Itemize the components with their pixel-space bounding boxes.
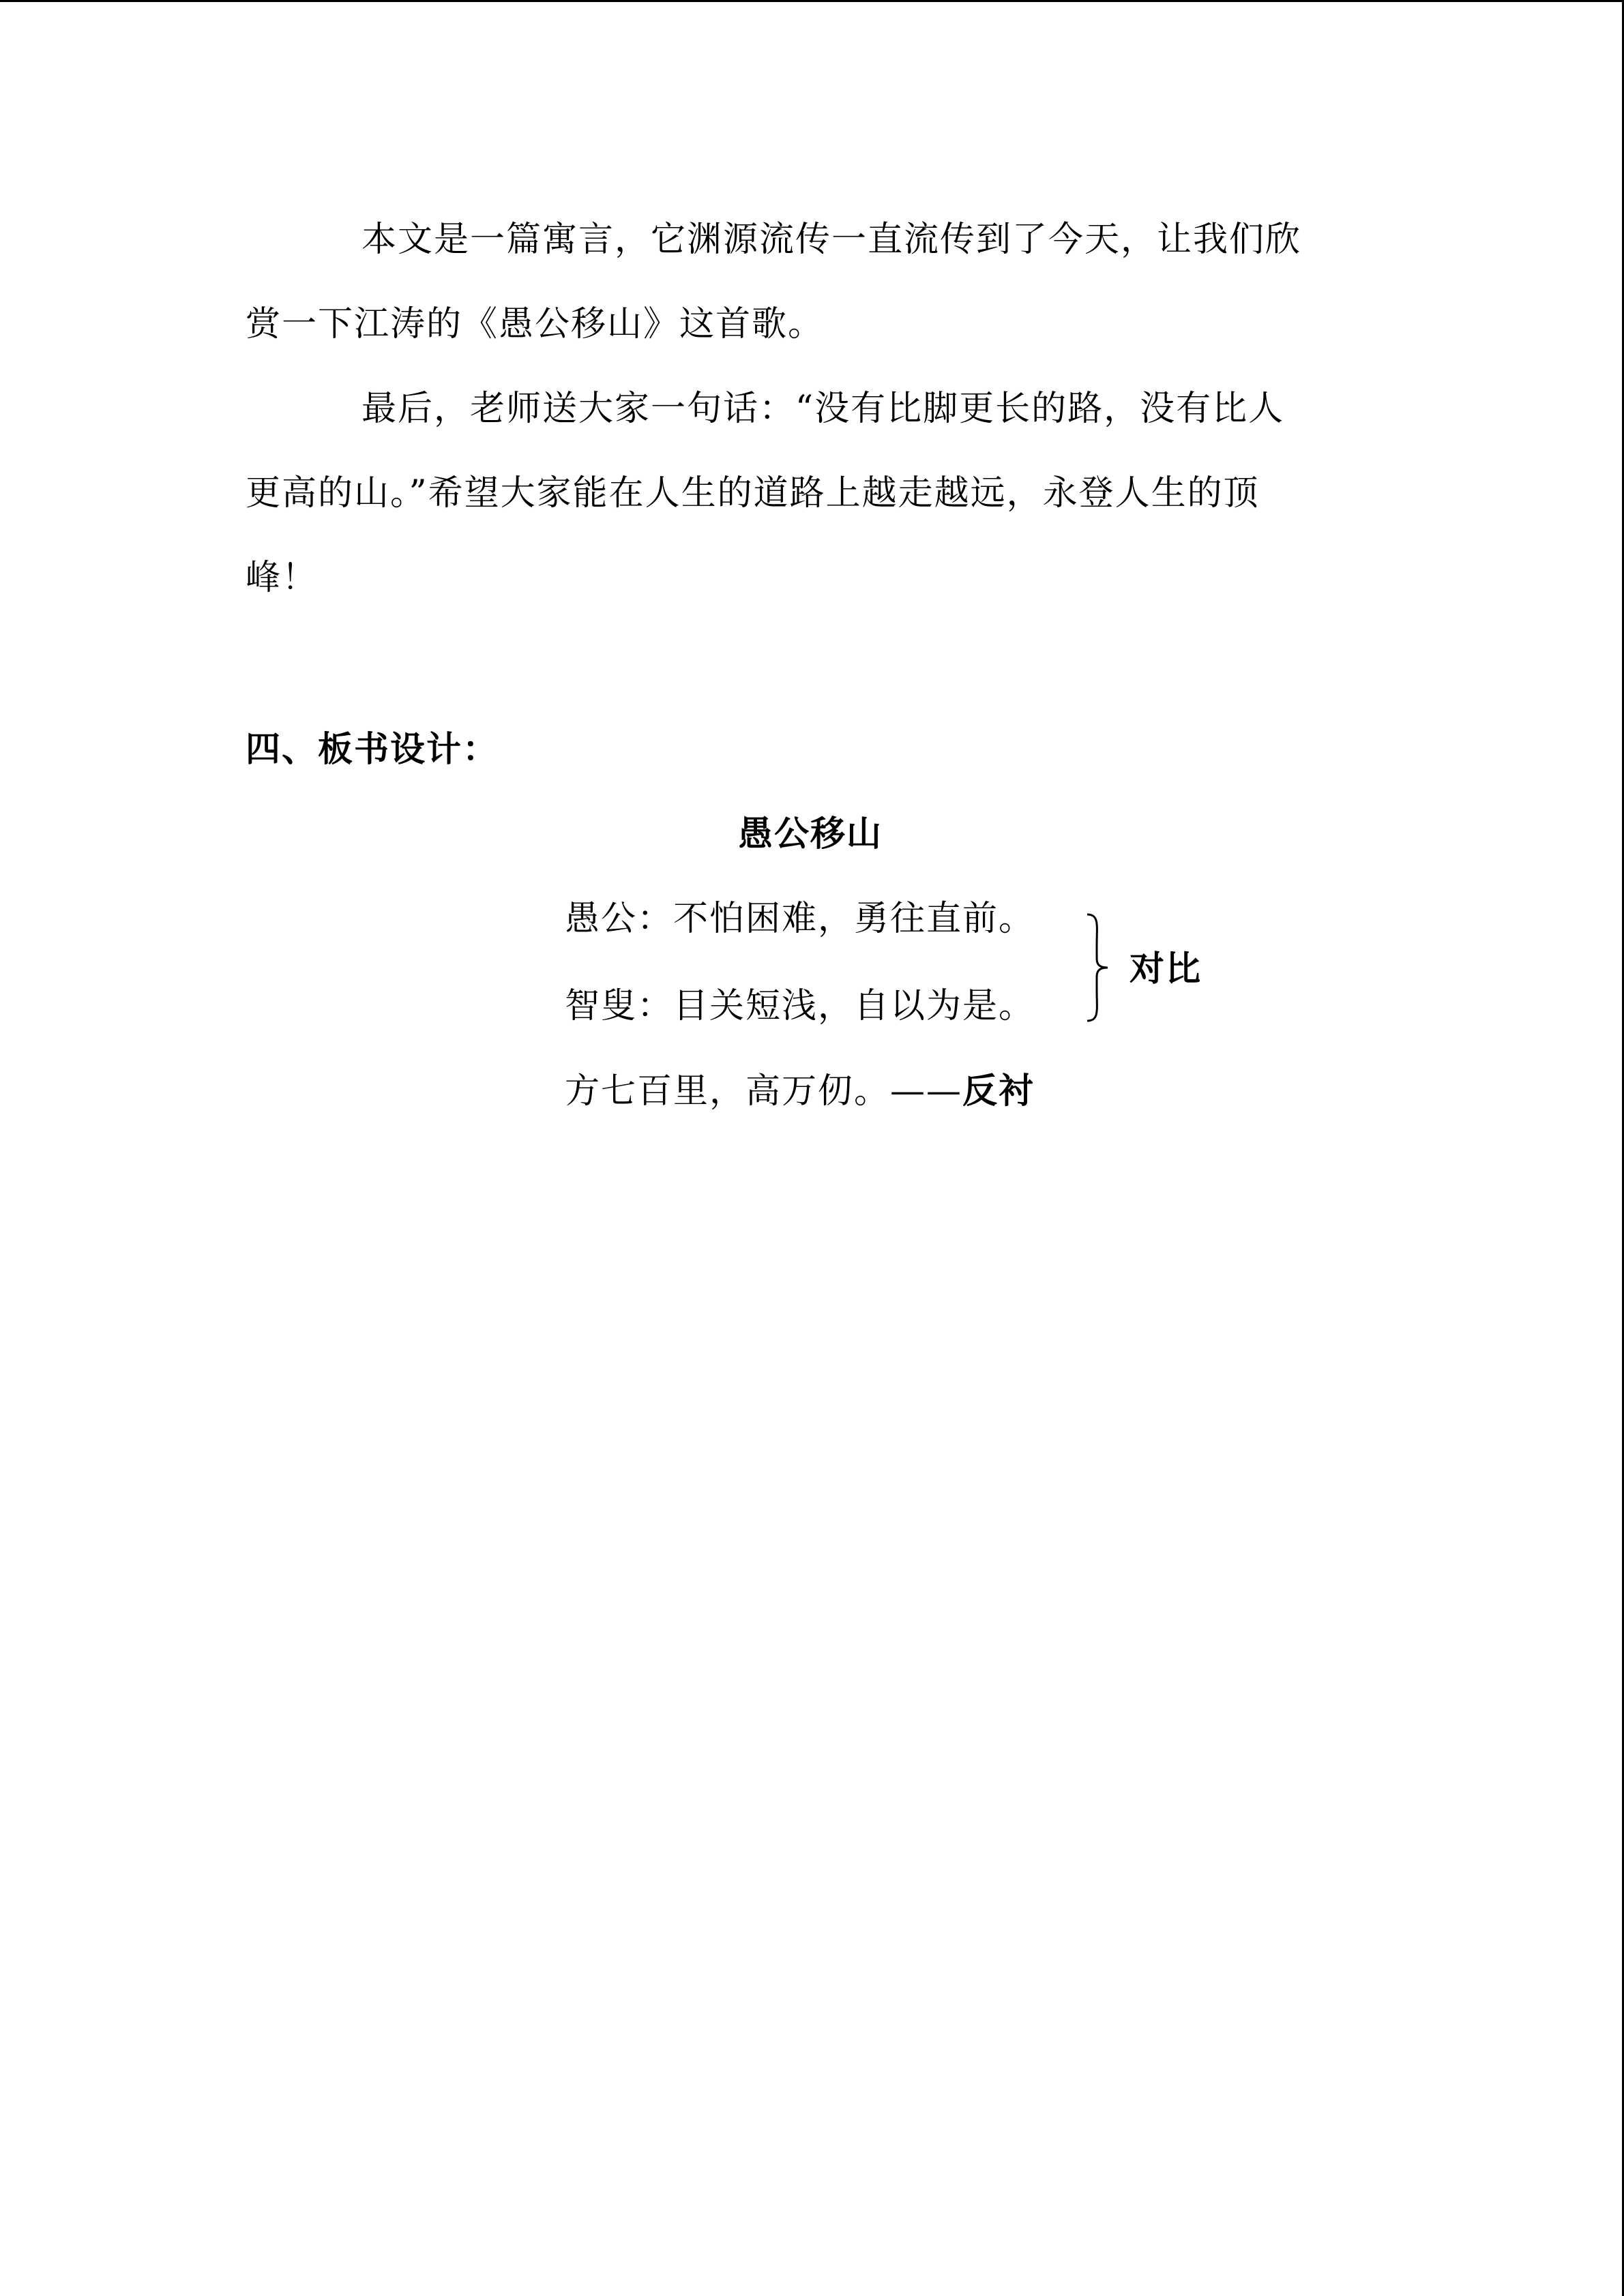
board-row-zhisou: 智叟：目关短浅，自以为是。 — [565, 986, 1035, 1026]
paragraph-2-line-3: 峰！ — [246, 558, 319, 598]
paragraph-1-line-2: 赏一下江涛的《愚公移山》这首歌。 — [246, 304, 825, 344]
paragraph-2-line-2: 更高的山。”希望大家能在人生的道路上越走越远，永登人生的顶 — [246, 473, 1260, 513]
foil-label: 反衬 — [962, 1071, 1035, 1112]
board-title: 愚公移山 — [738, 814, 883, 854]
paragraph-2-line-1: 最后，老师送大家一句话：“没有比脚更长的路，没有比人 — [361, 389, 1285, 429]
paragraph-1-line-1: 本文是一篇寓言，它渊源流传一直流传到了今天，让我们欣 — [361, 220, 1302, 260]
mountain-description: 方七百里，高万仞。—— — [565, 1071, 963, 1112]
page-top-border — [0, 0, 1624, 2]
board-row-mountain — [565, 1071, 1035, 1112]
contrast-label: 对比 — [1130, 949, 1202, 989]
right-brace-icon — [1086, 912, 1109, 1023]
section-heading: 四、板书设计： — [246, 730, 499, 770]
board-row-yugong: 愚公：不怕困难，勇往直前。 — [565, 899, 1035, 939]
